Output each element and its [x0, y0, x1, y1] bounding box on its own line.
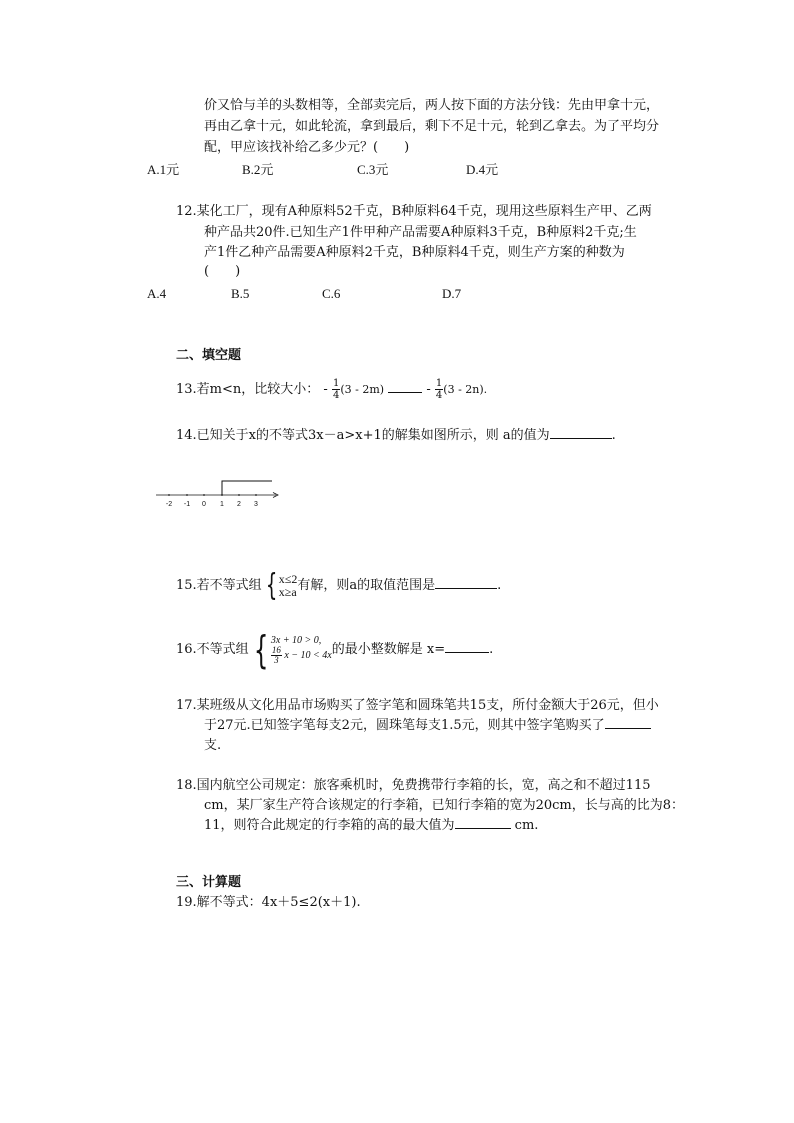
q15 — [176, 568, 501, 604]
q16-row-1: 3x + 10 > 0, — [270, 634, 322, 646]
q11-option-b[interactable]: B.2元 — [242, 162, 274, 177]
q18-answer-blank[interactable] — [455, 816, 511, 829]
q16-suffix: 的最小整数解是 x= — [331, 642, 446, 657]
q13-fraction-1-den: 4 — [332, 390, 340, 401]
q11-line3: 配，甲应该找补给乙多少元？( ) — [204, 140, 410, 155]
q12-option-c[interactable]: C.6 — [322, 286, 341, 301]
q12-option-a[interactable]: A.4 — [147, 286, 167, 301]
q18-line3-text: 11，则符合此规定的行李箱的高的最大值为 — [204, 818, 455, 833]
tick-label-1: 1 — [220, 501, 224, 508]
solution-set-bracket — [222, 481, 272, 495]
q16-answer-blank[interactable] — [445, 640, 489, 653]
q17-line2-text: 于27元.已知签字笔每支2元，圆珠笔每支1.5元，则其中签字笔购买了 — [204, 718, 605, 733]
q15-end: . — [497, 578, 502, 593]
q11-line2: 再由乙拿十元，如此轮流，拿到最后，剩下不足十元，轮到乙拿去。为了平均分 — [204, 119, 660, 134]
q13-expr-2: (3 - 2n). — [443, 383, 488, 396]
q15-system — [279, 573, 298, 599]
q16-row-2 — [271, 646, 332, 665]
q13-expr-1: (3 - 2m) — [340, 383, 385, 396]
tick-dot-0 — [203, 494, 205, 496]
tick-dot-neg1 — [186, 494, 188, 496]
section-calculation-title: 三、计算题 — [176, 875, 242, 890]
q14-answer-blank[interactable] — [550, 426, 612, 439]
q18-line3 — [204, 816, 538, 835]
q13-fraction-2-num: 1 — [435, 378, 443, 389]
q11-line1: 价又恰与羊的头数相等，全部卖完后，两人按下面的方法分钱：先由甲拿十元， — [204, 98, 660, 113]
tick-dot-3 — [255, 494, 257, 496]
q13-fraction-2-den: 4 — [435, 390, 443, 401]
tick-label-neg2: -2 — [165, 501, 173, 508]
q14-end: . — [611, 428, 616, 443]
q15-row-2: x≥a — [278, 584, 297, 599]
q16-fraction-num: 16 — [271, 644, 281, 655]
q11-option-a[interactable]: A.1元 — [147, 162, 180, 177]
q16-fraction-den: 3 — [274, 654, 279, 665]
q14-text: 14.已知关于x的不等式3x－a>x+1的解集如图所示，则 a的值为 — [176, 428, 550, 443]
q14 — [176, 426, 616, 445]
q11-option-d[interactable]: D.4元 — [466, 162, 499, 177]
q11-option-c[interactable]: C.3元 — [357, 162, 389, 177]
tick-dot-2 — [238, 494, 240, 496]
q15-prefix: 15.若不等式组 — [176, 578, 262, 593]
q13-fraction-1-num: 1 — [332, 378, 340, 389]
q12-line2: 种产品共20件.已知生产1件甲种产品需要A种原料3千克，B种原料2千克;生 — [204, 225, 637, 240]
section-fill-in-title: 二、填空题 — [176, 348, 242, 363]
q13-answer-blank[interactable] — [388, 380, 422, 393]
q13-neg-sign-2: - — [426, 382, 431, 397]
q16-prefix: 16.不等式组 — [176, 642, 249, 657]
q12-line4: ( ) — [204, 264, 241, 279]
tick-dot-1 — [221, 494, 223, 496]
q18-line3-end: cm. — [510, 818, 539, 833]
q13-prefix: 13.若m<n，比较大小： — [176, 382, 320, 397]
q17-line1: 17.某班级从文化用品市场购买了签字笔和圆珠笔共15支，所付金额大于26元，但小 — [176, 698, 659, 713]
q13-neg-sign: - — [323, 382, 328, 397]
q13 — [176, 375, 487, 405]
q16-fraction — [271, 646, 282, 665]
q17-answer-blank[interactable] — [605, 716, 651, 729]
q16-system — [271, 635, 332, 665]
q12-option-d[interactable]: D.7 — [442, 286, 462, 301]
q15-suffix: 有解，则a的取值范围是 — [297, 578, 436, 593]
q17-line3: 支. — [204, 738, 222, 753]
tick-label-3: 3 — [254, 501, 258, 508]
q16-row-2-rest: x − 10 < 4x — [284, 649, 332, 661]
q12-line1: 12.某化工厂，现有A种原料52千克，B种原料64千克，现用这些原料生产甲、乙两 — [176, 204, 652, 219]
q17-line2 — [204, 716, 651, 735]
q18-line1: 18.国内航空公司规定：旅客乘机时，免费携带行李箱的长，宽，高之和不超过115 — [176, 778, 651, 793]
tick-dot-neg2 — [168, 494, 170, 496]
q16 — [176, 628, 493, 672]
q15-row-1: x≤2 — [278, 571, 298, 586]
tick-label-2: 2 — [237, 501, 241, 508]
q16-brace: { — [253, 627, 269, 672]
q12-option-b[interactable]: B.5 — [231, 286, 250, 301]
q16-end: . — [489, 642, 494, 657]
q12-line3: 产1件乙种产品需要A种原料2千克，B种原料4千克，则生产方案的种数为 — [204, 245, 625, 260]
q15-answer-blank[interactable] — [435, 576, 497, 589]
tick-label-neg1: -1 — [183, 501, 191, 508]
q19: 19.解不等式：4x＋5≤2(x＋1). — [176, 895, 361, 910]
number-line-figure — [150, 476, 286, 510]
tick-label-0: 0 — [202, 501, 206, 508]
q15-brace: { — [265, 567, 277, 603]
q18-line2: cm，某厂家生产符合该规定的行李箱，已知行李箱的宽为20cm，长与高的比为8： — [204, 798, 685, 813]
